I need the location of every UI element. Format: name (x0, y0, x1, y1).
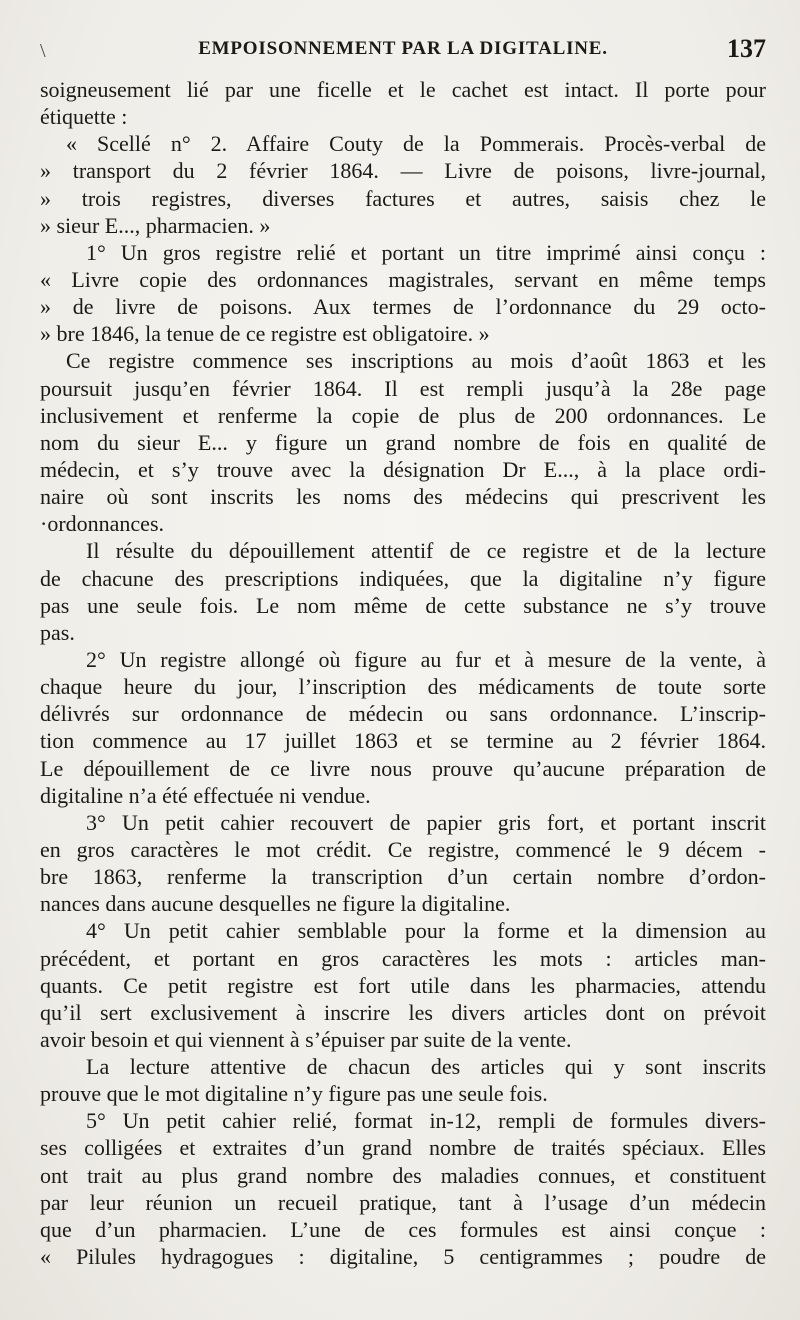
text-line: poursuit jusqu’en février 1864. Il est rempli jusqu’à la 28e page (40, 375, 766, 401)
text-line: ont trait au plus grand nombre des maladies connues, et constituent (40, 1162, 766, 1188)
text-line: médecin, et s’y trouve avec la désignation Dr E..., à la place ordi- (40, 456, 766, 482)
paragraph-start: 3° Un petit cahier recouvert de papier gris fort, et portant inscrit (86, 809, 766, 835)
quote-line: » sieur E..., pharmacien. » (40, 212, 271, 238)
paragraph-start: Ce registre commence ses inscriptions au mois d’août 1863 et les (66, 348, 766, 374)
quote-line: » de livre de poisons. Aux termes de l’ordonnance du 29 octo- (40, 294, 766, 320)
text-line: ·ordonnances. (40, 511, 165, 537)
page-number: 137 (727, 34, 766, 63)
text-line: que d’un pharmacien. L’une de ces formules est ainsi conçue : (40, 1216, 766, 1242)
paragraph-start: 4° Un petit cahier semblable pour la forme et la dimension au (86, 918, 766, 944)
text-line: Le dépouillement de ce livre nous prouve qu’aucune préparation de (40, 755, 766, 781)
text-line: de chacune des prescriptions indiquées, que la digitaline n’y figure (40, 565, 766, 591)
text-line: pas. (40, 619, 75, 645)
quote-line: « Scellé n° 2. Affaire Couty de la Pommerais. Procès-verbal de (66, 131, 766, 157)
text-line: bre 1863, renferme la transcription d’un certain nombre d’ordon- (40, 864, 766, 890)
text-line: ses colligées et extraites d’un grand nombre de traités spéciaux. Elles (40, 1135, 766, 1161)
paragraph-start: 1° Un gros registre relié et portant un titre imprimé ainsi conçu : (86, 239, 766, 265)
paragraph-start: 2° Un registre allongé où figure au fur et à mesure de la vente, à (86, 646, 766, 672)
text-line: nances dans aucune desquelles ne figure la digitaline. (40, 891, 511, 917)
text-line: pas une seule fois. Le nom même de cette substance ne s’y trouve (40, 592, 766, 618)
text-line: naire où sont inscrits les noms des médecins qui prescrivent les (40, 484, 766, 510)
paragraph-start: 5° Un petit cahier relié, format in-12, rempli de formules divers- (86, 1108, 766, 1134)
quote-line: « Livre copie des ordonnances magistrales, servant en même temps (40, 266, 766, 292)
quote-line: » bre 1846, la tenue de ce registre est obligatoire. » (40, 321, 490, 347)
text-line: étiquette : (40, 104, 128, 130)
text-line: tion commence au 17 juillet 1863 et se termine au 2 février 1864. (40, 728, 766, 754)
text-line: chaque heure du jour, l’inscription des médicaments de toute sorte (40, 674, 766, 700)
text-line: soigneusement lié par une ficelle et le cachet est intact. Il porte pour (40, 77, 766, 102)
paragraph-start: Il résulte du dépouillement attentif de ce registre et de la lecture (86, 538, 766, 564)
text-line: digitaline n’a été effectuée ni vendue. (40, 782, 371, 808)
text-line: avoir besoin et qui viennent à s’épuiser par suite de la vente. (40, 1026, 572, 1052)
text-line: quants. Ce petit registre est fort utile dans les pharmacies, attendu (40, 972, 766, 998)
text-line: en gros caractères le mot crédit. Ce registre, commencé le 9 décem - (40, 836, 766, 862)
quote-line: » trois registres, diverses factures et autres, saisis chez le (40, 185, 766, 211)
text-line: qu’il sert exclusivement à inscrire les divers articles dont on prévoit (40, 999, 766, 1025)
text-line: inclusivement et renferme la copie de plus de 200 ordonnances. Le (40, 402, 766, 428)
running-header (40, 34, 766, 68)
running-title: EMPOISONNEMENT PAR LA DIGITALINE. (198, 38, 608, 59)
text-line: délivrés sur ordonnance de médecin ou sans ordonnance. L’inscrip- (40, 701, 766, 727)
text-line: prouve que le mot digitaline n’y figure pas une seule fois. (40, 1081, 548, 1107)
paragraph-start: La lecture attentive de chacun des articles qui y sont inscrits (86, 1054, 766, 1080)
text-line: par leur réunion un recueil pratique, tant à l’usage d’un médecin (40, 1189, 766, 1215)
quote-line: « Pilules hydragogues : digitaline, 5 centigrammes ; poudre de (40, 1244, 766, 1270)
page-body (40, 76, 766, 1270)
text-line: précédent, et portant en gros caractères les mots : articles man- (40, 945, 766, 971)
quote-line: » transport du 2 février 1864. — Livre de poisons, livre-journal, (40, 158, 766, 184)
margin-mark: \ (40, 40, 46, 62)
text-line: nom du sieur E... y figure un grand nombre de fois en qualité de (40, 429, 766, 455)
